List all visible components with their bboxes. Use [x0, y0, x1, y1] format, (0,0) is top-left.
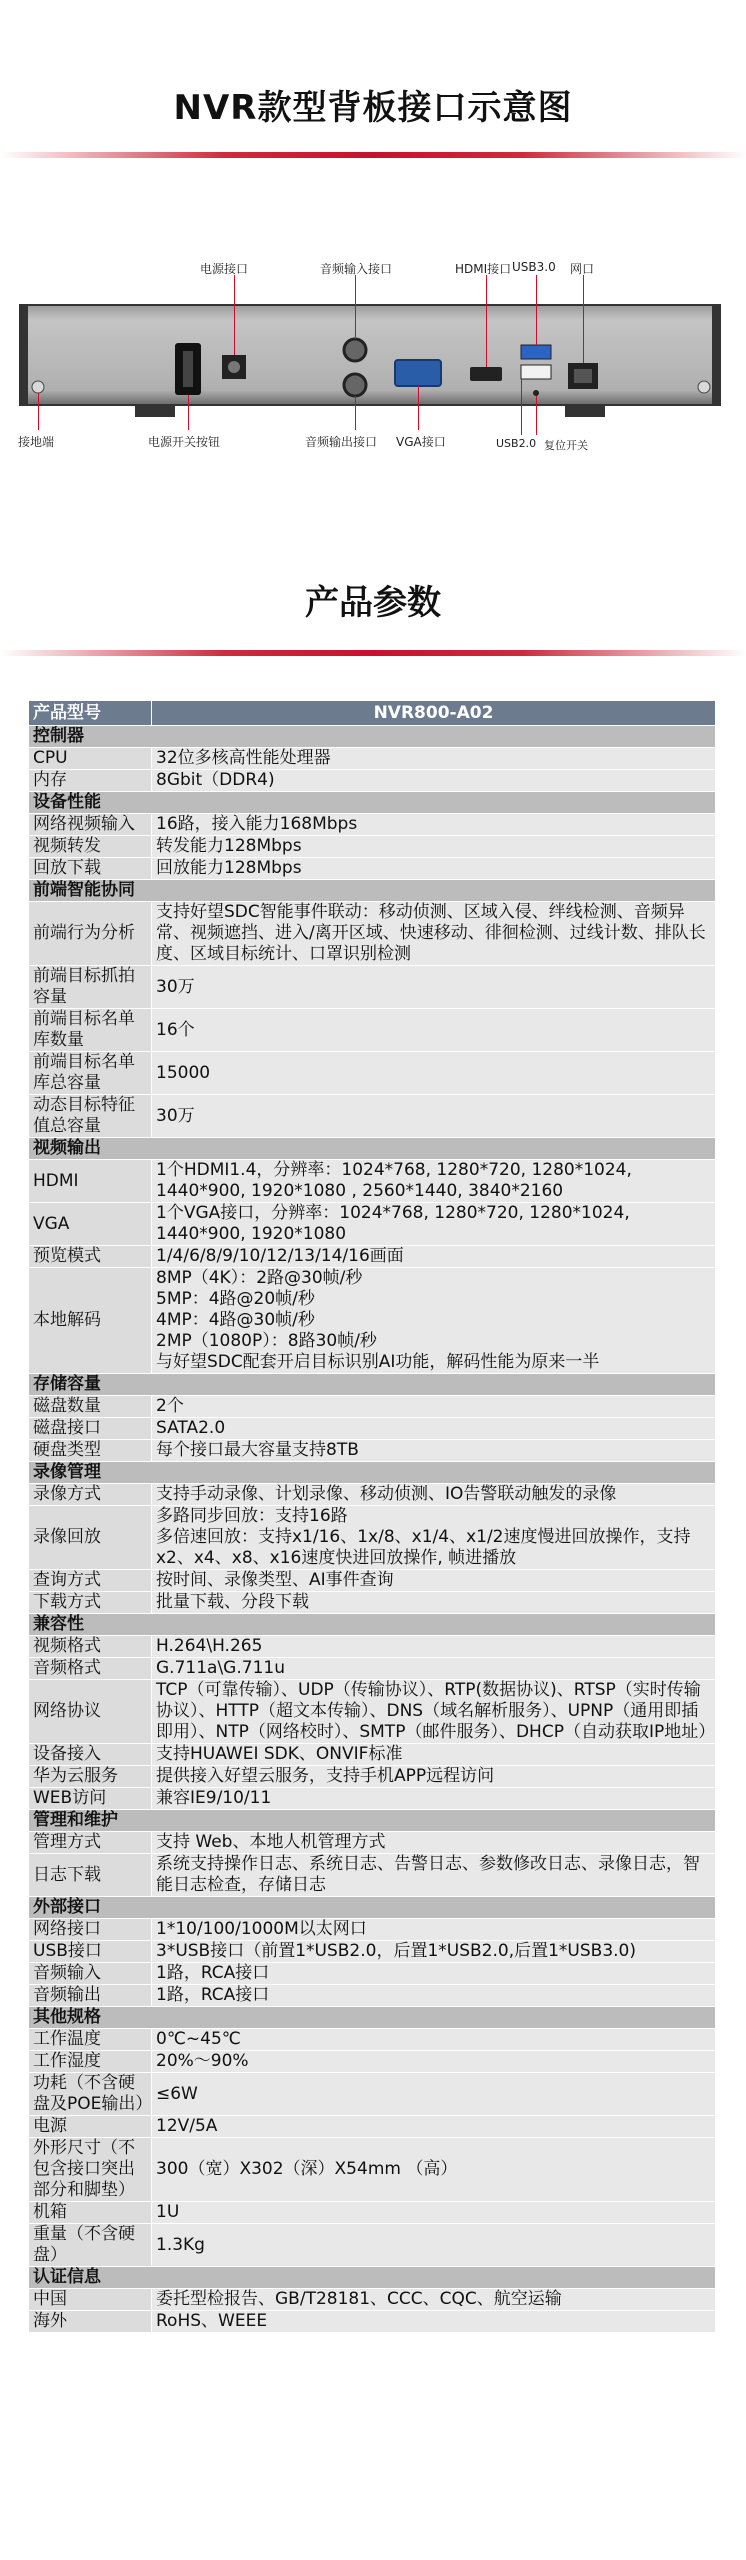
- spec-key: 音频格式: [29, 1658, 152, 1680]
- spec-value: 支持HUAWEI SDK、ONVIF标准: [152, 1744, 716, 1766]
- spec-key: 电源: [29, 2116, 152, 2138]
- label-vga: VGA接口: [396, 435, 446, 449]
- spec-value: 多路同步回放：支持16路 多倍速回放：支持x1/16、1x/8、x1/4、x1/2速度慢进回放操作，支持x2、x4、x8、x16速度快进回放操作, 帧进播放: [152, 1506, 716, 1570]
- spec-row: [29, 1246, 716, 1268]
- spec-value: 16个: [152, 1009, 716, 1052]
- spec-value: 8MP（4K）：2路@30帧/秒 5MP：4路@20帧/秒 4MP：4路@30帧/秒 2MP（1080P）：8路30帧/秒 与好望SDC配套开启目标识别AI功能，解码性能为原来一半: [152, 1268, 716, 1374]
- spec-section-row: [29, 1462, 716, 1484]
- spec-row: [29, 1160, 716, 1203]
- spec-key: 网络协议: [29, 1680, 152, 1744]
- rear-panel-svg: [0, 255, 746, 455]
- spec-value: RoHS、WEEE: [152, 2311, 716, 2333]
- spec-key: 中国: [29, 2289, 152, 2311]
- spec-key: 华为云服务: [29, 1766, 152, 1788]
- page-title: NVR款型背板接口示意图: [173, 88, 573, 128]
- usb3-port: [521, 345, 551, 359]
- spec-value: G.711a\G.711u: [152, 1658, 716, 1680]
- spec-key: 重量（不含硬盘）: [29, 2224, 152, 2267]
- spec-header-key: 产品型号: [29, 701, 152, 726]
- spec-row: [29, 1506, 716, 1570]
- spec-key: 工作温度: [29, 2029, 152, 2051]
- spec-row: [29, 1592, 716, 1614]
- spec-section-title: 控制器: [29, 726, 716, 748]
- spec-row: [29, 1680, 716, 1744]
- spec-key: 磁盘数量: [29, 1396, 152, 1418]
- spec-section-row: [29, 1897, 716, 1919]
- foot-left: [135, 405, 175, 417]
- spec-section-row: [29, 2267, 716, 2289]
- spec-value: 1*10/100/1000M以太网口: [152, 1919, 716, 1941]
- spec-row: [29, 2073, 716, 2116]
- spec-header-value: NVR800-A02: [152, 701, 716, 726]
- spec-key: 功耗（不含硬盘及POE输出）: [29, 2073, 152, 2116]
- spec-key: 前端目标抓拍容量: [29, 966, 152, 1009]
- spec-value: 委托型检报告、GB/T28181、CCC、CQC、航空运输: [152, 2289, 716, 2311]
- spec-key: 机箱: [29, 2202, 152, 2224]
- spec-value: 3*USB接口（前置1*USB2.0，后置1*USB2.0,后置1*USB3.0): [152, 1941, 716, 1963]
- spec-key: 前端目标名单库总容量: [29, 1052, 152, 1095]
- spec-row: [29, 1744, 716, 1766]
- spec-row: [29, 1854, 716, 1897]
- spec-row: [29, 1396, 716, 1418]
- right-screw: [698, 381, 710, 393]
- label-network: 网口: [570, 262, 595, 276]
- spec-value: ≤6W: [152, 2073, 716, 2116]
- spec-row: [29, 2202, 716, 2224]
- label-hdmi: HDMI接口: [455, 262, 512, 276]
- label-usb3: USB3.0: [512, 260, 556, 274]
- spec-row: [29, 1484, 716, 1506]
- spec-section-title: 认证信息: [29, 2267, 716, 2289]
- spec-value: 1个HDMI1.4，分辨率：1024*768, 1280*720, 1280*1024, 1440*900, 1920*1080 , 2560*1440, 3840*2160: [152, 1160, 716, 1203]
- spec-key: 日志下载: [29, 1854, 152, 1897]
- vga-port: [395, 360, 441, 386]
- spec-section-row: [29, 880, 716, 902]
- label-usb2: USB2.0: [496, 437, 537, 450]
- spec-section-title: 外部接口: [29, 1897, 716, 1919]
- spec-key: 音频输入: [29, 1963, 152, 1985]
- spec-row: [29, 1919, 716, 1941]
- spec-value: 转发能力128Mbps: [152, 836, 716, 858]
- spec-key: 内存: [29, 770, 152, 792]
- spec-row: [29, 770, 716, 792]
- spec-row: [29, 1203, 716, 1246]
- spec-key: 磁盘接口: [29, 1418, 152, 1440]
- spec-key: USB接口: [29, 1941, 152, 1963]
- spec-value: 2个: [152, 1396, 716, 1418]
- spec-section-row: [29, 1138, 716, 1160]
- title-underline: [0, 152, 746, 158]
- spec-value: 系统支持操作日志、系统日志、告警日志、参数修改日志、录像日志，智能日志检查，存储日志: [152, 1854, 716, 1897]
- panel-body: [20, 305, 720, 405]
- spec-key: 管理方式: [29, 1832, 152, 1854]
- spec-row: [29, 2311, 716, 2333]
- spec-section-title: 前端智能协同: [29, 880, 716, 902]
- panel-left-edge: [20, 305, 28, 405]
- spec-row: [29, 1832, 716, 1854]
- label-reset: 复位开关: [544, 439, 588, 452]
- spec-row: [29, 748, 716, 770]
- spec-value: 支持好望SDC智能事件联动：移动侦测、区域入侵、绊线检测、音频异常、视频遮挡、进入/离开区域、快速移动、徘徊检测、过线计数、排队长度、区域目标统计、口罩识别检测: [152, 902, 716, 966]
- spec-row: [29, 1963, 716, 1985]
- spec-row: [29, 1766, 716, 1788]
- spec-value: H.264\H.265: [152, 1636, 716, 1658]
- spec-header-row: [29, 701, 716, 726]
- spec-section-row: [29, 1614, 716, 1636]
- spec-row: [29, 2224, 716, 2267]
- spec-value: 300（宽）X302（深）X54mm （高）: [152, 2138, 716, 2202]
- audio-in-port: [344, 339, 366, 361]
- spec-row: [29, 2051, 716, 2073]
- audio-out-port: [344, 374, 366, 396]
- spec-key: 下载方式: [29, 1592, 152, 1614]
- spec-value: 20%～90%: [152, 2051, 716, 2073]
- spec-key: 海外: [29, 2311, 152, 2333]
- spec-row: [29, 2029, 716, 2051]
- spec-row: [29, 1095, 716, 1138]
- spec-section-title: 管理和维护: [29, 1810, 716, 1832]
- spec-key: 网络接口: [29, 1919, 152, 1941]
- spec-value: 支持手动录像、计划录像、移动侦测、IO告警联动触发的录像: [152, 1484, 716, 1506]
- spec-value: TCP（可靠传输）、UDP（传输协议）、RTP(数据协议)、RTSP（实时传输协议）、HTTP（超文本传输）、DNS（域名解析服务）、UPNP（通用即插即用）、NTP（网络校时）、SMTP（邮件服务）、DHCP（自动获取IP地址）: [152, 1680, 716, 1744]
- spec-section-title: 存储容量: [29, 1374, 716, 1396]
- spec-table: [28, 700, 716, 2333]
- spec-key: 网络视频输入: [29, 814, 152, 836]
- spec-value: 1/4/6/8/9/10/12/13/14/16画面: [152, 1246, 716, 1268]
- spec-key: 查询方式: [29, 1570, 152, 1592]
- spec-key: 工作湿度: [29, 2051, 152, 2073]
- spec-value: 每个接口最大容量支持8TB: [152, 1440, 716, 1462]
- panel-right-edge: [712, 305, 720, 405]
- spec-section-title: 视频输出: [29, 1138, 716, 1160]
- spec-value: 16路，接入能力168Mbps: [152, 814, 716, 836]
- spec-key: 本地解码: [29, 1268, 152, 1374]
- spec-value: SATA2.0: [152, 1418, 716, 1440]
- usb2-port: [521, 365, 551, 379]
- spec-value: 30万: [152, 1095, 716, 1138]
- spec-row: [29, 1009, 716, 1052]
- spec-value: 1路，RCA接口: [152, 1985, 716, 2007]
- spec-key: 音频输出: [29, 1985, 152, 2007]
- spec-section-title: 其他规格: [29, 2007, 716, 2029]
- spec-value: 1个VGA接口，分辨率：1024*768, 1280*720, 1280*1024, 1440*900, 1920*1080: [152, 1203, 716, 1246]
- spec-key: 录像方式: [29, 1484, 152, 1506]
- spec-value: 按时间、录像类型、AI事件查询: [152, 1570, 716, 1592]
- rear-panel-diagram: [0, 255, 746, 455]
- spec-key: 外形尺寸（不包含接口突出部分和脚垫）: [29, 2138, 152, 2202]
- spec-row: [29, 1985, 716, 2007]
- params-title: 产品参数: [305, 583, 441, 623]
- spec-row: [29, 836, 716, 858]
- spec-value: 1.3Kg: [152, 2224, 716, 2267]
- spec-section-row: [29, 726, 716, 748]
- spec-key: 前端行为分析: [29, 902, 152, 966]
- spec-value: 8Gbit（DDR4): [152, 770, 716, 792]
- spec-value: 批量下载、分段下载: [152, 1592, 716, 1614]
- spec-key: 视频转发: [29, 836, 152, 858]
- spec-key: CPU: [29, 748, 152, 770]
- spec-key: 视频格式: [29, 1636, 152, 1658]
- spec-section-title: 设备性能: [29, 792, 716, 814]
- spec-key: WEB访问: [29, 1788, 152, 1810]
- label-audio-in: 音频输入接口: [320, 262, 393, 276]
- spec-key: 回放下载: [29, 858, 152, 880]
- spec-key: 录像回放: [29, 1506, 152, 1570]
- spec-value: 15000: [152, 1052, 716, 1095]
- spec-section-row: [29, 2007, 716, 2029]
- spec-row: [29, 1941, 716, 1963]
- ground-terminal: [32, 381, 44, 393]
- spec-row: [29, 2116, 716, 2138]
- spec-key: 前端目标名单库数量: [29, 1009, 152, 1052]
- spec-value: 30万: [152, 966, 716, 1009]
- spec-value: 支持 Web、本地人机管理方式: [152, 1832, 716, 1854]
- spec-row: [29, 1658, 716, 1680]
- spec-row: [29, 1418, 716, 1440]
- label-audio-out: 音频输出接口: [305, 435, 378, 449]
- spec-row: [29, 2289, 716, 2311]
- spec-value: 1路，RCA接口: [152, 1963, 716, 1985]
- spec-value: 0℃~45℃: [152, 2029, 716, 2051]
- spec-row: [29, 966, 716, 1009]
- spec-key: 设备接入: [29, 1744, 152, 1766]
- spec-row: [29, 1052, 716, 1095]
- spec-value: 兼容IE9/10/11: [152, 1788, 716, 1810]
- hdmi-port: [470, 367, 502, 381]
- spec-value: 32位多核高性能处理器: [152, 748, 716, 770]
- foot-right: [565, 405, 605, 417]
- spec-row: [29, 1440, 716, 1462]
- label-power-switch: 电源开关按钮: [148, 435, 221, 449]
- spec-key: HDMI: [29, 1160, 152, 1203]
- spec-row: [29, 2138, 716, 2202]
- spec-section-title: 录像管理: [29, 1462, 716, 1484]
- spec-row: [29, 858, 716, 880]
- spec-section-row: [29, 1374, 716, 1396]
- spec-value: 提供接入好望云服务，支持手机APP远程访问: [152, 1766, 716, 1788]
- spec-row: [29, 1636, 716, 1658]
- spec-section-title: 兼容性: [29, 1614, 716, 1636]
- params-underline: [0, 650, 746, 656]
- spec-value: 1U: [152, 2202, 716, 2224]
- label-power: 电源接口: [200, 262, 249, 276]
- spec-row: [29, 814, 716, 836]
- spec-key: 动态目标特征值总容量: [29, 1095, 152, 1138]
- label-ground: 接地端: [18, 435, 55, 449]
- spec-section-row: [29, 1810, 716, 1832]
- spec-row: [29, 1268, 716, 1374]
- spec-key: 预览模式: [29, 1246, 152, 1268]
- spec-row: [29, 1788, 716, 1810]
- spec-row: [29, 902, 716, 966]
- spec-value: 回放能力128Mbps: [152, 858, 716, 880]
- spec-section-row: [29, 792, 716, 814]
- spec-key: 硬盘类型: [29, 1440, 152, 1462]
- spec-value: 12V/5A: [152, 2116, 716, 2138]
- spec-row: [29, 1570, 716, 1592]
- spec-key: VGA: [29, 1203, 152, 1246]
